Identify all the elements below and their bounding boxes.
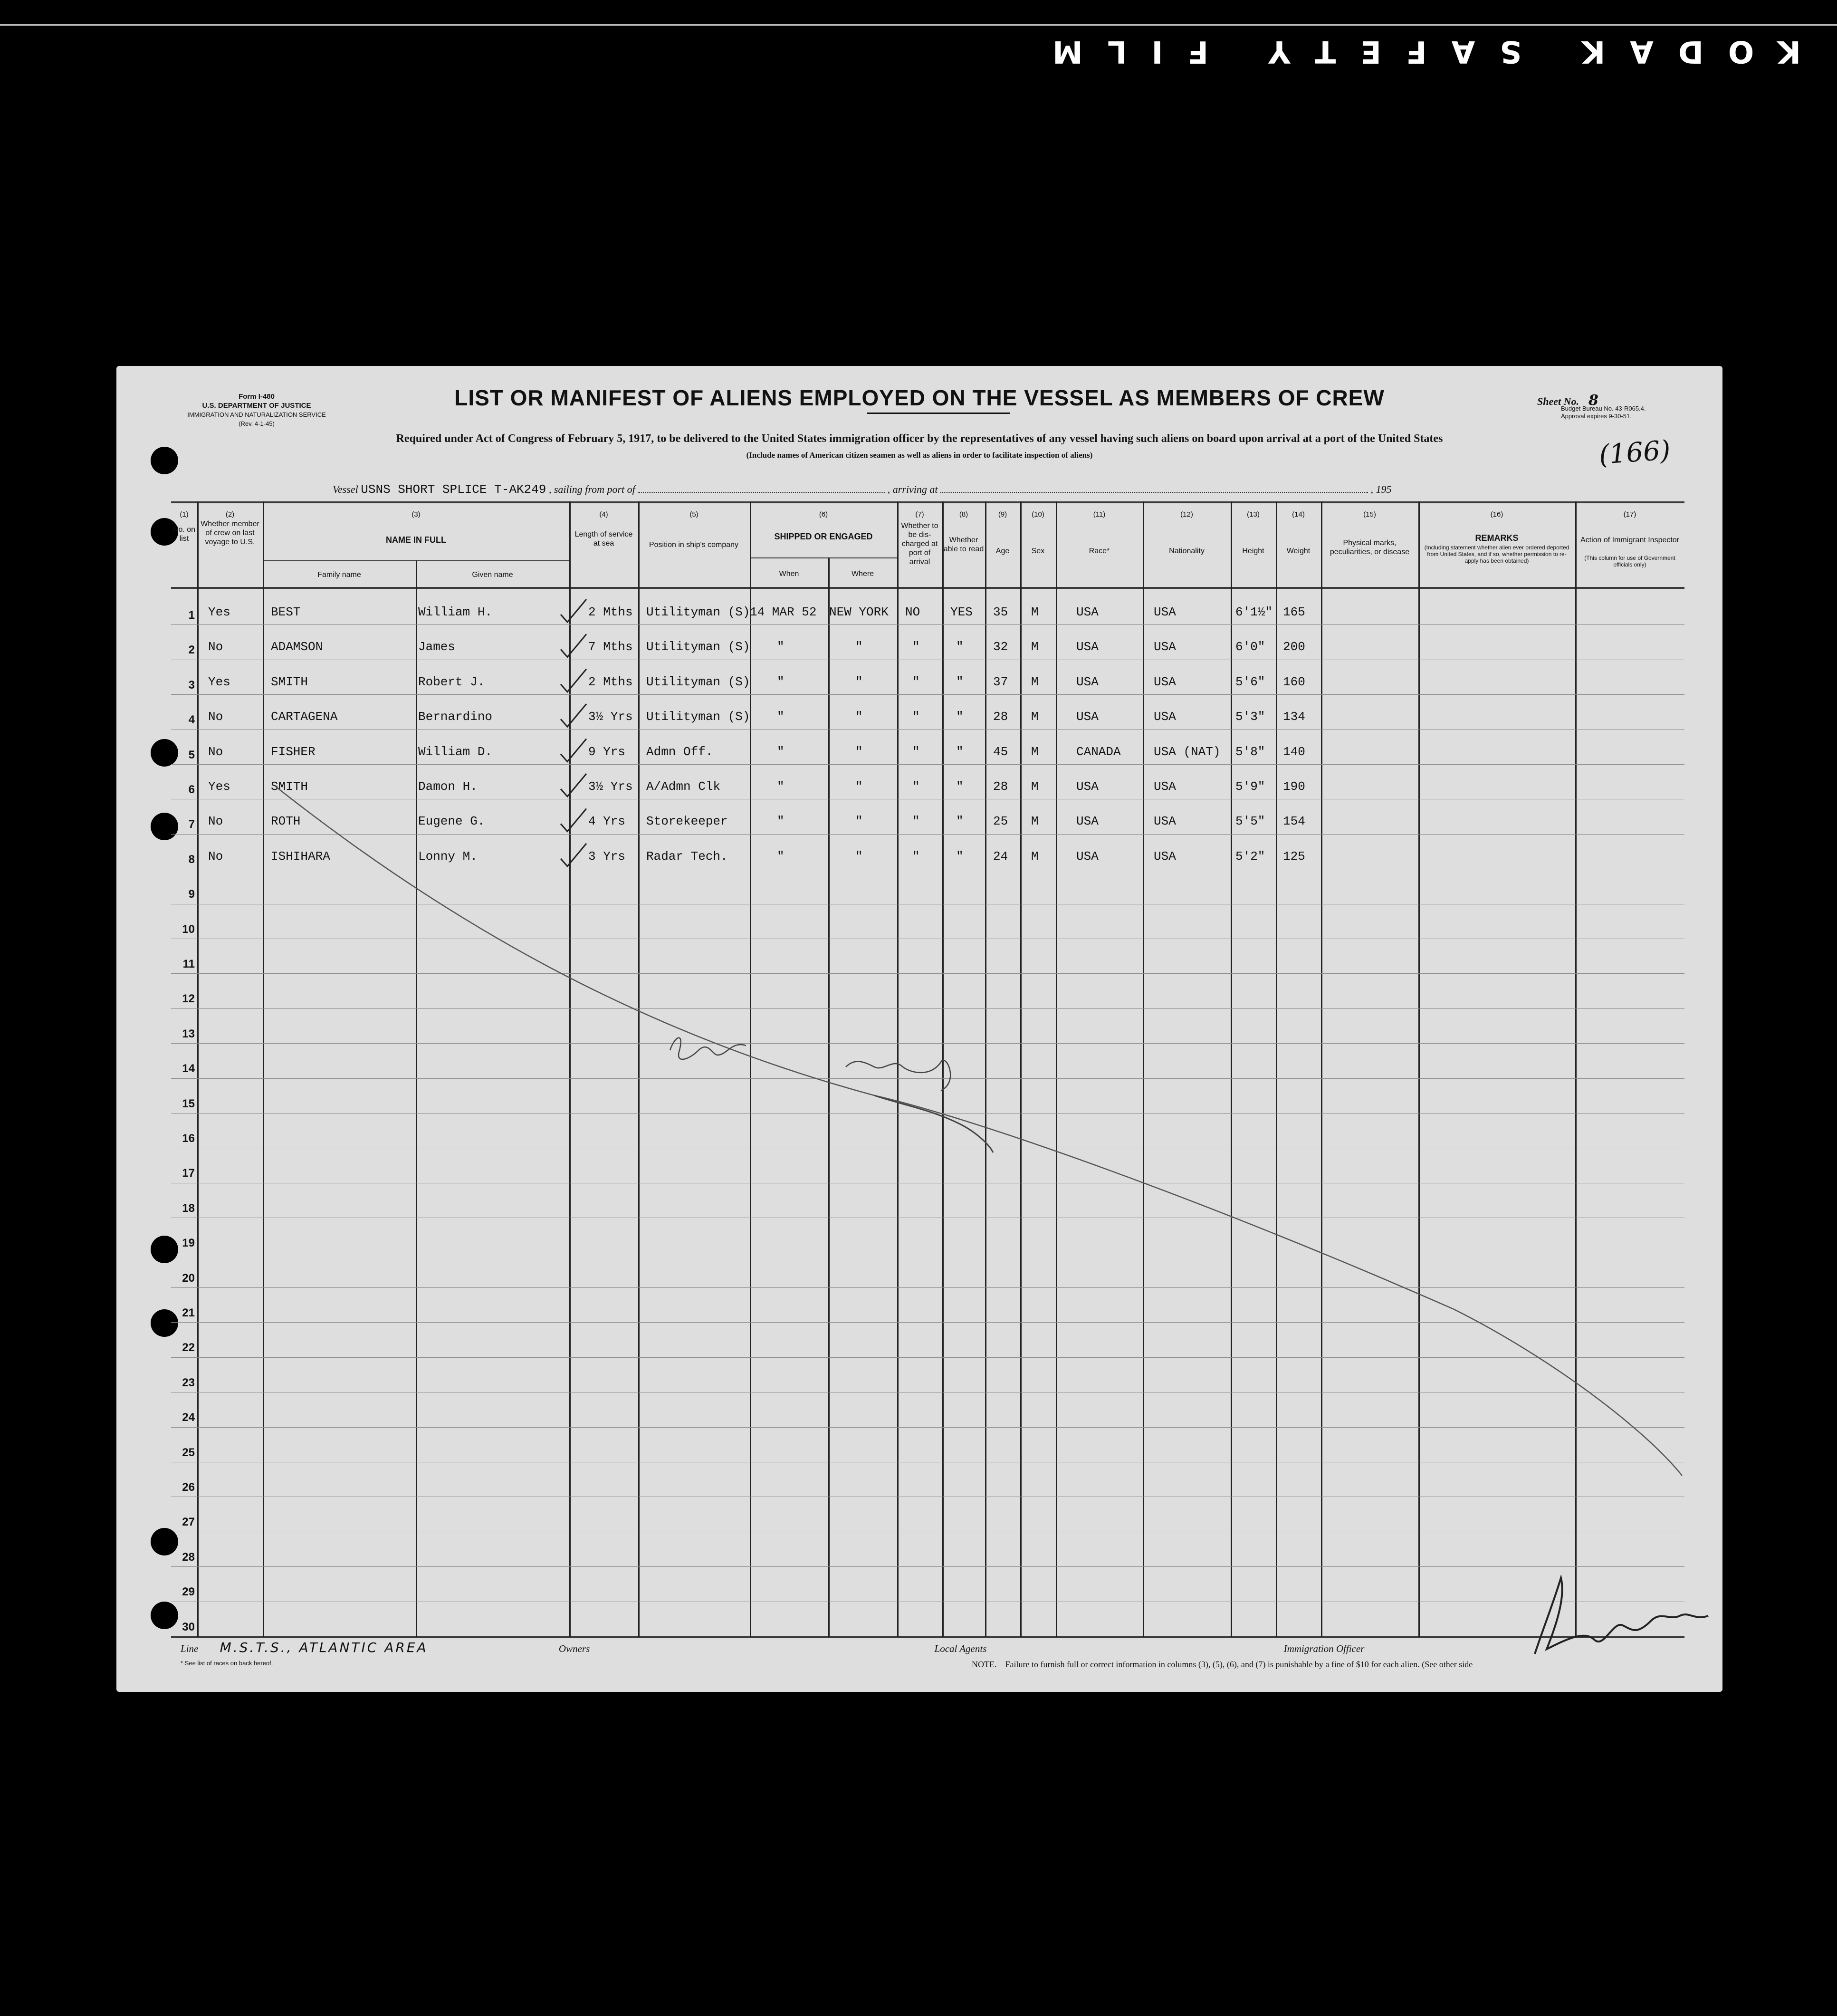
cell-height: 5'2": [1235, 849, 1265, 864]
col-3-number: (3): [411, 510, 421, 518]
cell-service: 2 Mths: [588, 674, 633, 689]
cell-service: 3½ Yrs: [588, 710, 633, 724]
film-edge-text: KODAK SAFETY FILM: [1028, 34, 1801, 69]
line-value: M.S.T.S., ATLANTIC AREA: [220, 1640, 428, 1655]
cell-height: 6'1½": [1235, 605, 1273, 619]
cell-last: Yes: [208, 779, 230, 794]
row-number: 19: [182, 1237, 195, 1250]
col-4-header: Length of service at sea: [574, 530, 633, 547]
row-number: 18: [182, 1201, 195, 1215]
cell-family: ADAMSON: [271, 640, 323, 654]
col-1-header: No. on list: [172, 526, 196, 543]
row-number: 16: [182, 1132, 195, 1145]
cell-discharged: ": [912, 640, 920, 654]
sheet-number-label: Sheet No.: [1537, 395, 1579, 407]
row-number: 30: [182, 1620, 195, 1633]
cell-nationality: USA: [1154, 849, 1176, 864]
budget-line-2: Approval expires 9-30-51.: [1561, 413, 1632, 420]
cell-where: ": [855, 674, 863, 689]
film-edge-line: [0, 24, 1837, 26]
check-mark: [561, 704, 586, 727]
row-number: 15: [182, 1097, 195, 1110]
cell-sex: M: [1031, 744, 1039, 759]
cell-weight: 134: [1283, 710, 1305, 724]
col-10-number: (10): [1032, 510, 1044, 518]
row-number: 9: [188, 888, 195, 901]
col-2-number: (2): [225, 510, 235, 518]
cell-service: 4 Yrs: [588, 814, 626, 829]
row-number: 27: [182, 1516, 195, 1529]
row-number: 2: [188, 643, 195, 657]
row-number: 10: [182, 922, 195, 936]
cell-nationality: USA: [1154, 710, 1176, 724]
row-number: 4: [188, 713, 195, 727]
col-4-number: (4): [599, 510, 608, 518]
cell-discharged: ": [912, 814, 920, 829]
cell-last: No: [208, 814, 223, 829]
cell-race: USA: [1076, 605, 1099, 619]
cell-service: 3½ Yrs: [588, 779, 633, 794]
cell-where: ": [855, 814, 863, 829]
cell-position: Utilityman (S): [646, 640, 750, 654]
title-underline: [867, 413, 1010, 414]
col-5-header: Position in ship's company: [649, 541, 739, 549]
row-number: 26: [182, 1481, 195, 1494]
cell-position: Utilityman (S): [646, 605, 750, 619]
cell-discharged: ": [912, 849, 920, 864]
cell-age: 32: [993, 640, 1008, 654]
cell-where: ": [855, 710, 863, 724]
check-mark: [561, 808, 586, 831]
col-6b-header: Where: [851, 570, 874, 578]
col-15-header: Physical marks, peculiarities, or disease: [1330, 539, 1410, 556]
cell-discharged: ": [912, 744, 920, 759]
cell-read: YES: [950, 605, 973, 619]
cell-age: 24: [993, 849, 1008, 864]
year-label: , 195: [1370, 483, 1392, 495]
cell-last: No: [208, 744, 223, 759]
handwritten-marks: [171, 501, 1684, 1637]
cell-race: USA: [1076, 640, 1099, 654]
cell-race: USA: [1076, 674, 1099, 689]
row-number: 20: [182, 1271, 195, 1285]
cell-weight: 160: [1283, 674, 1305, 689]
col-10-header: Sex: [1031, 547, 1045, 555]
cancel-stroke: [276, 787, 1682, 1476]
cell-nationality: USA (NAT): [1154, 744, 1221, 759]
col-15-number: (15): [1363, 510, 1376, 518]
revision: (Rev. 4-1-45): [239, 420, 275, 427]
col-16-subheader: (Including statement whether alien ever ordered deported from United States, and if so, whether permission to re-apply has been obtained): [1424, 544, 1569, 564]
cell-height: 5'3": [1235, 710, 1265, 724]
cell-given: William H.: [418, 605, 493, 619]
col-17-header: Action of Immigrant Inspector: [1580, 536, 1680, 544]
owners-label: Owners: [558, 1643, 590, 1654]
penalty-note: NOTE.—Failure to furnish full or correct information in columns (3), (5), (6), and (7) is punishable by a fine of $10 for each alien. (See other side: [972, 1660, 1473, 1669]
col-3-header: NAME IN FULL: [386, 535, 446, 545]
cell-where: ": [855, 849, 863, 864]
budget-line-1: Budget Bureau No. 43-R065.4.: [1561, 405, 1646, 412]
cell-age: 28: [993, 779, 1008, 794]
cell-race: USA: [1076, 710, 1099, 724]
cell-last: Yes: [208, 674, 230, 689]
arriving-blank: [940, 483, 1368, 493]
cell-race: USA: [1076, 779, 1099, 794]
cell-sex: M: [1031, 779, 1039, 794]
cell-nationality: USA: [1154, 814, 1176, 829]
cell-weight: 154: [1283, 814, 1305, 829]
cell-position: Radar Tech.: [646, 849, 728, 864]
vessel-name: USNS SHORT SPLICE T-AK249: [361, 482, 546, 497]
immigration-officer-label: Immigration Officer: [1283, 1643, 1365, 1654]
col-8-header: Whether able to read: [943, 536, 984, 553]
row-number: 24: [182, 1411, 195, 1424]
col-5-number: (5): [689, 510, 698, 518]
cell-where: NEW YORK: [829, 605, 889, 619]
cell-discharged: ": [912, 710, 920, 724]
cell-last: No: [208, 849, 223, 864]
cell-given: James: [418, 640, 456, 654]
cell-given: Eugene G.: [418, 814, 485, 829]
col-7-header: Whether to be dis-charged at port of arrival: [901, 522, 938, 566]
cell-sex: M: [1031, 710, 1039, 724]
cell-given: Bernardino: [418, 710, 493, 724]
cell-height: 5'6": [1235, 674, 1265, 689]
cell-read: ": [956, 640, 964, 654]
cell-given: Lonny M.: [418, 849, 478, 864]
cell-position: Utilityman (S): [646, 674, 750, 689]
cell-age: 35: [993, 605, 1008, 619]
row-number: 29: [182, 1585, 195, 1599]
cell-discharged: ": [912, 674, 920, 689]
cell-given: Damon H.: [418, 779, 478, 794]
col-13-number: (13): [1247, 510, 1260, 518]
vessel-line: [333, 482, 1392, 497]
cell-weight: 140: [1283, 744, 1305, 759]
cell-when: ": [777, 814, 785, 829]
cell-nationality: USA: [1154, 674, 1176, 689]
cell-family: SMITH: [271, 674, 308, 689]
row-number: 12: [182, 992, 195, 1006]
cell-read: ": [956, 849, 964, 864]
row-number: 5: [188, 748, 195, 761]
col-8-number: (8): [959, 510, 968, 518]
cell-when: ": [777, 744, 785, 759]
sailing-blank: [638, 483, 885, 493]
col-7-number: (7): [915, 510, 924, 518]
row-number: 23: [182, 1376, 195, 1389]
cell-read: ": [956, 814, 964, 829]
cell-height: 5'8": [1235, 744, 1265, 759]
cell-race: CANADA: [1076, 744, 1121, 759]
cell-when: ": [777, 849, 785, 864]
cell-discharged: ": [912, 779, 920, 794]
row-number: 28: [182, 1550, 195, 1564]
cell-read: ": [956, 674, 964, 689]
cell-service: 3 Yrs: [588, 849, 626, 864]
vessel-label: Vessel: [333, 483, 358, 495]
cell-nationality: USA: [1154, 605, 1176, 619]
col-14-number: (14): [1292, 510, 1305, 518]
col-16-number: (16): [1490, 510, 1503, 518]
budget-info: [1561, 405, 1646, 420]
check-mark: [561, 844, 586, 866]
cell-family: CARTAGENA: [271, 710, 338, 724]
cell-age: 28: [993, 710, 1008, 724]
cell-weight: 200: [1283, 640, 1305, 654]
pencil-scrawl-2: [846, 1060, 950, 1091]
col-16-header: REMARKS: [1475, 533, 1519, 543]
cell-where: ": [855, 744, 863, 759]
col-12-number: (12): [1180, 510, 1193, 518]
row-number: 3: [188, 678, 195, 691]
cell-weight: 190: [1283, 779, 1305, 794]
cell-where: ": [855, 640, 863, 654]
col-11-header: Race*: [1089, 547, 1110, 555]
cell-race: USA: [1076, 814, 1099, 829]
cell-weight: 125: [1283, 849, 1305, 864]
footer: [181, 1640, 1701, 1655]
cell-read: ": [956, 744, 964, 759]
arriving-label: , arriving at: [887, 483, 938, 495]
cell-age: 37: [993, 674, 1008, 689]
row-number: 14: [182, 1062, 195, 1075]
check-mark: [561, 669, 586, 692]
subtitle-note: (Include names of American citizen seamen as well as aliens in order to facilitate inspection of aliens): [746, 451, 1093, 460]
cell-race: USA: [1076, 849, 1099, 864]
row-number: 1: [188, 609, 195, 622]
row-number: 21: [182, 1306, 195, 1319]
cell-family: SMITH: [271, 779, 308, 794]
col-6-number: (6): [819, 510, 828, 518]
col-6a-header: When: [779, 570, 799, 578]
line-label: Line: [181, 1643, 199, 1654]
cell-given: Robert J.: [418, 674, 485, 689]
col-6-header: SHIPPED OR ENGAGED: [774, 532, 873, 541]
col-13-header: Height: [1242, 547, 1264, 555]
col-9-number: (9): [998, 510, 1007, 518]
cell-height: 5'5": [1235, 814, 1265, 829]
cell-when: ": [777, 674, 785, 689]
cell-position: Utilityman (S): [646, 710, 750, 724]
cell-height: 6'0": [1235, 640, 1265, 654]
cell-nationality: USA: [1154, 779, 1176, 794]
crew-table: [171, 501, 1684, 1637]
cell-service: 9 Yrs: [588, 744, 626, 759]
row-number: 25: [182, 1446, 195, 1459]
cell-service: 2 Mths: [588, 605, 633, 619]
cell-height: 5'9": [1235, 779, 1265, 794]
cell-when: ": [777, 779, 785, 794]
department: U.S. DEPARTMENT OF JUSTICE: [202, 402, 311, 410]
cell-last: No: [208, 710, 223, 724]
cell-sex: M: [1031, 640, 1039, 654]
cell-position: A/Admn Clk: [646, 779, 721, 794]
subtitle: Required under Act of Congress of February 5, 1917, to be delivered to the United States immigration officer by the representatives of any vessel having such aliens on board upon arrival at a port of the United States: [396, 432, 1443, 445]
row-number: 13: [182, 1027, 195, 1040]
col-3b-header: Given name: [472, 571, 513, 579]
handwritten-page-number: (166): [1598, 434, 1672, 471]
check-mark: [561, 634, 586, 657]
cell-last: Yes: [208, 605, 230, 619]
cell-read: ": [956, 779, 964, 794]
manifest-sheet: [116, 366, 1722, 1692]
col-17-number: (17): [1623, 510, 1636, 518]
service-name: IMMIGRATION AND NATURALIZATION SERVICE: [187, 411, 326, 418]
cell-sex: M: [1031, 605, 1039, 619]
col-9-header: Age: [995, 547, 1010, 555]
cell-last: No: [208, 640, 223, 654]
cell-sex: M: [1031, 674, 1039, 689]
cell-family: ROTH: [271, 814, 301, 829]
col-1-number: (1): [180, 510, 189, 518]
cell-when: ": [777, 710, 785, 724]
cell-discharged: NO: [905, 605, 920, 619]
check-mark: [561, 774, 586, 797]
cell-service: 7 Mths: [588, 640, 633, 654]
col-2-header: Whether member of crew on last voyage to U.S.: [201, 520, 259, 546]
row-number: 11: [182, 958, 195, 970]
row-number: 17: [182, 1167, 195, 1180]
page-title: LIST OR MANIFEST OF ALIENS EMPLOYED ON THE VESSEL AS MEMBERS OF CREW: [454, 385, 1385, 410]
cell-family: FISHER: [271, 744, 316, 759]
row-number: 6: [188, 783, 195, 796]
col-3a-header: Family name: [317, 571, 361, 579]
cell-when: 14 MAR 52: [750, 605, 817, 619]
cell-age: 45: [993, 744, 1008, 759]
check-mark: [561, 599, 586, 622]
cell-read: ": [956, 710, 964, 724]
race-footnote: * See list of races on back hereof.: [181, 1660, 273, 1667]
col-14-header: Weight: [1286, 547, 1311, 555]
row-number: 8: [188, 853, 195, 866]
cell-position: Storekeeper: [646, 814, 728, 829]
cell-when: ": [777, 640, 785, 654]
cell-family: BEST: [271, 605, 301, 619]
cell-age: 25: [993, 814, 1008, 829]
sheet-number-value: 8: [1588, 392, 1598, 409]
sailing-label: , sailing from port of: [548, 483, 635, 495]
row-number: 7: [188, 818, 195, 831]
cell-sex: M: [1031, 849, 1039, 864]
col-12-header: Nationality: [1169, 547, 1205, 555]
check-mark: [561, 739, 586, 762]
cell-where: ": [855, 779, 863, 794]
cell-nationality: USA: [1154, 640, 1176, 654]
local-agents-label: Local Agents: [934, 1643, 987, 1654]
cell-family: ISHIHARA: [271, 849, 330, 864]
row-number: 22: [182, 1341, 195, 1354]
cell-given: William D.: [418, 744, 493, 759]
check-marks: [561, 599, 586, 866]
cell-sex: M: [1031, 814, 1039, 829]
cell-weight: 165: [1283, 605, 1305, 619]
form-number: Form I-480: [239, 393, 275, 401]
col-11-number: (11): [1093, 510, 1106, 518]
col-17-subheader: (This column for use of Government officials only): [1584, 555, 1675, 568]
cell-position: Admn Off.: [646, 744, 713, 759]
